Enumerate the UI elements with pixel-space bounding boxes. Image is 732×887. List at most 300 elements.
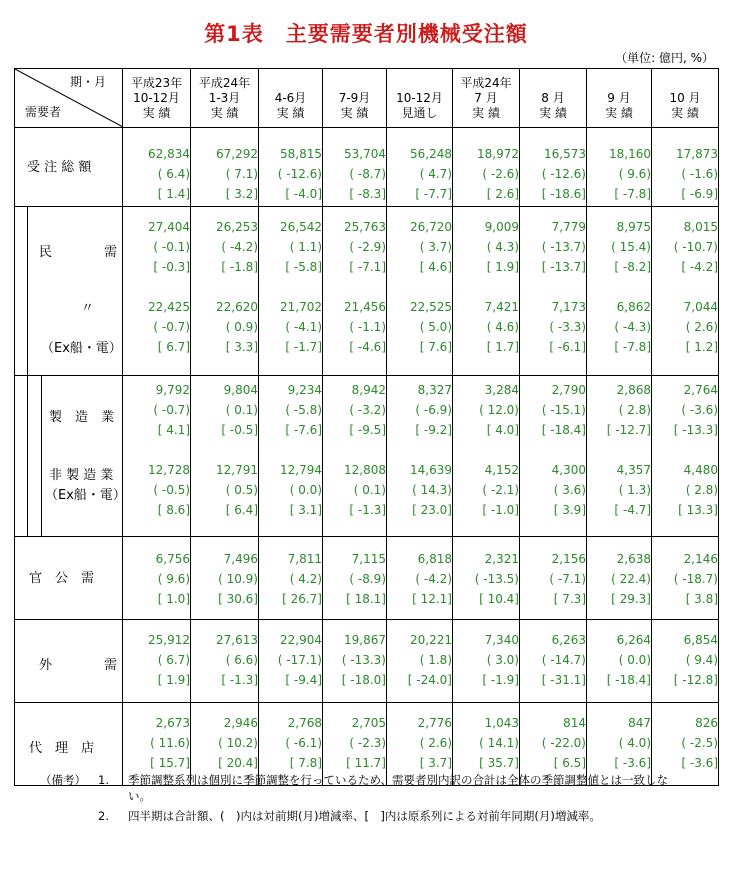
table-row xyxy=(15,537,719,620)
amount-value: 7,173 xyxy=(551,300,586,314)
change-rate-value: ( -13.7) xyxy=(541,240,586,254)
amount-value: 22,525 xyxy=(410,300,452,314)
row-sublabel: （Ex船・電） xyxy=(41,341,122,356)
amount-value: 814 xyxy=(563,716,586,730)
value-cell xyxy=(323,207,387,292)
yoy-rate-value: [ 15.7] xyxy=(150,756,190,770)
row-label-cell xyxy=(15,456,126,537)
change-rate-value: ( -6.1) xyxy=(285,736,322,750)
yoy-rate-value: [ -8.2] xyxy=(614,260,651,274)
change-rate-value: ( -8.9) xyxy=(349,572,386,586)
row-label: 製 造 業 xyxy=(49,410,115,425)
yoy-rate-value: [ -0.5] xyxy=(221,423,258,437)
yoy-rate-value: [ -4.7] xyxy=(614,503,651,517)
change-rate-value: ( 3.6) xyxy=(553,483,586,497)
change-rate-value: ( 9.4) xyxy=(685,653,718,667)
value-cell xyxy=(652,620,719,703)
change-rate-value: ( -18.7) xyxy=(673,572,718,586)
yoy-rate-value: [ 3.3] xyxy=(225,340,258,354)
col-header: 4-6月 実 績 xyxy=(259,69,323,128)
col-header: 9 月 実 績 xyxy=(587,69,652,128)
value-cell xyxy=(259,620,323,703)
change-rate-value: ( -15.1) xyxy=(541,403,586,417)
yoy-rate-value: [ -4.6] xyxy=(349,340,386,354)
change-rate-value: ( 2.8) xyxy=(618,403,651,417)
value-cell xyxy=(259,207,323,292)
yoy-rate-value: [ -1.0] xyxy=(482,503,519,517)
yoy-rate-value: [ 1.0] xyxy=(157,592,190,606)
corner-cell xyxy=(15,69,123,128)
change-rate-value: ( -2.3) xyxy=(349,736,386,750)
amount-value: 2,638 xyxy=(616,552,651,566)
yoy-rate-value: [ -31.1] xyxy=(541,673,586,687)
yoy-rate-value: [ -13.3] xyxy=(673,423,718,437)
change-rate-value: ( -17.1) xyxy=(277,653,322,667)
amount-value: 19,867 xyxy=(344,633,386,647)
change-rate-value: ( -0.7) xyxy=(153,403,190,417)
amount-value: 4,357 xyxy=(616,463,651,477)
value-cell xyxy=(259,376,323,457)
change-rate-value: ( 9.6) xyxy=(618,167,651,181)
amount-value: 22,904 xyxy=(280,633,322,647)
yoy-rate-value: [ -1.3] xyxy=(221,673,258,687)
amount-value: 8,975 xyxy=(616,220,651,234)
change-rate-value: ( 1.3) xyxy=(618,483,651,497)
change-rate-value: ( -0.1) xyxy=(153,240,190,254)
yoy-rate-value: [ -13.7] xyxy=(541,260,586,274)
value-cell xyxy=(652,456,719,537)
corner-period-label: 期・月 xyxy=(69,75,106,89)
yoy-rate-value: [ -5.8] xyxy=(285,260,322,274)
yoy-rate-value: [ 26.7] xyxy=(282,592,322,606)
value-cell xyxy=(652,376,719,457)
change-rate-value: ( -0.5) xyxy=(153,483,190,497)
value-cell xyxy=(259,537,323,620)
amount-value: 26,253 xyxy=(216,220,258,234)
value-cell xyxy=(191,207,259,292)
change-rate-value: ( -1.6) xyxy=(681,167,718,181)
change-rate-value: ( -1.1) xyxy=(349,320,386,334)
value-cell xyxy=(453,207,520,292)
yoy-rate-value: [ 8.6] xyxy=(157,503,190,517)
amount-value: 1,043 xyxy=(484,716,519,730)
yoy-rate-value: [ -18.4] xyxy=(606,673,651,687)
amount-value: 8,327 xyxy=(417,383,452,397)
change-rate-value: ( -14.7) xyxy=(541,653,586,667)
indent-line xyxy=(27,375,28,457)
yoy-rate-value: [ 1.7] xyxy=(486,340,519,354)
row-label: 非 製 造 業 xyxy=(49,468,114,483)
amount-value: 2,673 xyxy=(155,716,190,730)
value-cell xyxy=(323,128,387,207)
amount-value: 8,942 xyxy=(351,383,386,397)
change-rate-value: ( 2.8) xyxy=(685,483,718,497)
change-rate-value: ( -2.1) xyxy=(482,483,519,497)
change-rate-value: ( 4.7) xyxy=(419,167,452,181)
value-cell xyxy=(191,456,259,537)
indent-line xyxy=(27,290,28,376)
yoy-rate-value: [ -4.0] xyxy=(285,187,322,201)
amount-value: 6,818 xyxy=(417,552,452,566)
change-rate-value: ( -4.3) xyxy=(614,320,651,334)
change-rate-value: ( -8.7) xyxy=(349,167,386,181)
change-rate-value: ( -4.2) xyxy=(415,572,452,586)
yoy-rate-value: [ 7.6] xyxy=(419,340,452,354)
amount-value: 2,790 xyxy=(551,383,586,397)
change-rate-value: ( -6.9) xyxy=(415,403,452,417)
row-label-cell xyxy=(15,376,123,457)
value-cell xyxy=(587,456,652,537)
yoy-rate-value: [ 6.4] xyxy=(225,503,258,517)
change-rate-value: ( -2.6) xyxy=(482,167,519,181)
table-row xyxy=(15,128,719,207)
note-1-text: 季節調整系列は個別に季節調整を行っているため、需要者別内訳の合計は全体の季節調整値とは一致しない。 xyxy=(128,773,669,803)
value-cell xyxy=(387,291,453,376)
change-rate-value: ( -12.6) xyxy=(277,167,322,181)
amount-value: 26,542 xyxy=(280,220,322,234)
amount-value: 847 xyxy=(628,716,651,730)
yoy-rate-value: [ -1.9] xyxy=(482,673,519,687)
amount-value: 18,160 xyxy=(609,147,651,161)
change-rate-value: ( -13.3) xyxy=(341,653,386,667)
yoy-rate-value: [ -8.3] xyxy=(349,187,386,201)
yoy-rate-value: [ -6.9] xyxy=(681,187,718,201)
amount-value: 56,248 xyxy=(410,147,452,161)
change-rate-value: ( 4.6) xyxy=(486,320,519,334)
col-header: 平成23年 10-12月 実 績 xyxy=(123,69,191,128)
yoy-rate-value: [ -7.1] xyxy=(349,260,386,274)
change-rate-value: ( 0.1) xyxy=(225,403,258,417)
change-rate-value: ( 3.0) xyxy=(486,653,519,667)
change-rate-value: ( 9.6) xyxy=(157,572,190,586)
col-header: 平成24年 7 月 実 績 xyxy=(453,69,520,128)
table-row xyxy=(15,620,719,703)
amount-value: 8,015 xyxy=(683,220,718,234)
amount-value: 67,292 xyxy=(216,147,258,161)
note-2-number: 2. xyxy=(98,809,109,823)
row-label: 外 需 xyxy=(39,658,118,673)
unit-label: （単位: 億円, %） xyxy=(615,51,714,65)
value-cell xyxy=(259,128,323,207)
yoy-rate-value: [ -7.8] xyxy=(614,340,651,354)
yoy-rate-value: [ 20.4] xyxy=(218,756,258,770)
amount-value: 17,873 xyxy=(676,147,718,161)
yoy-rate-value: [ 35.7] xyxy=(479,756,519,770)
value-cell xyxy=(520,128,587,207)
value-cell xyxy=(123,620,191,703)
row-label-cell xyxy=(15,620,123,703)
change-rate-value: ( 14.3) xyxy=(412,483,452,497)
table-row xyxy=(15,291,719,376)
amount-value: 826 xyxy=(695,716,718,730)
table-row xyxy=(15,376,719,457)
col-header: 8 月 実 績 xyxy=(520,69,587,128)
amount-value: 2,156 xyxy=(551,552,586,566)
change-rate-value: ( -2.9) xyxy=(349,240,386,254)
row-label-cell xyxy=(15,537,123,620)
value-cell xyxy=(453,620,520,703)
yoy-rate-value: [ -7.8] xyxy=(614,187,651,201)
amount-value: 2,705 xyxy=(351,716,386,730)
amount-value: 2,764 xyxy=(683,383,718,397)
change-rate-value: ( 22.4) xyxy=(611,572,651,586)
yoy-rate-value: [ -12.8] xyxy=(673,673,718,687)
value-cell xyxy=(259,456,323,537)
yoy-rate-value: [ -6.1] xyxy=(549,340,586,354)
value-cell xyxy=(123,376,191,457)
change-rate-value: ( -10.7) xyxy=(673,240,718,254)
change-rate-value: ( 3.7) xyxy=(419,240,452,254)
change-rate-value: ( -13.5) xyxy=(474,572,519,586)
row-label-cell xyxy=(15,291,123,376)
table-row xyxy=(15,456,719,537)
amount-value: 2,946 xyxy=(223,716,258,730)
yoy-rate-value: [ 29.3] xyxy=(611,592,651,606)
value-cell xyxy=(453,537,520,620)
amount-value: 2,776 xyxy=(417,716,452,730)
yoy-rate-value: [ 1.4] xyxy=(157,187,190,201)
value-cell xyxy=(453,128,520,207)
amount-value: 53,704 xyxy=(344,147,386,161)
yoy-rate-value: [ 3.1] xyxy=(289,503,322,517)
change-rate-value: ( 6.7) xyxy=(157,653,190,667)
yoy-rate-value: [ -3.6] xyxy=(681,756,718,770)
amount-value: 6,264 xyxy=(616,633,651,647)
amount-value: 6,862 xyxy=(616,300,651,314)
yoy-rate-value: [ -3.6] xyxy=(614,756,651,770)
yoy-rate-value: [ -1.7] xyxy=(285,340,322,354)
value-cell xyxy=(387,456,453,537)
value-cell xyxy=(323,291,387,376)
yoy-rate-value: [ 1.9] xyxy=(486,260,519,274)
yoy-rate-value: [ -18.0] xyxy=(341,673,386,687)
yoy-rate-value: [ 13.3] xyxy=(678,503,718,517)
value-cell xyxy=(587,291,652,376)
amount-value: 12,728 xyxy=(148,463,190,477)
yoy-rate-value: [ -18.6] xyxy=(541,187,586,201)
amount-value: 6,756 xyxy=(155,552,190,566)
amount-value: 2,868 xyxy=(616,383,651,397)
value-cell xyxy=(652,291,719,376)
amount-value: 12,794 xyxy=(280,463,322,477)
change-rate-value: ( 2.6) xyxy=(685,320,718,334)
change-rate-value: ( 1.8) xyxy=(419,653,452,667)
col-header: 平成24年 1-3月 実 績 xyxy=(191,69,259,128)
table-row xyxy=(15,207,719,292)
value-cell xyxy=(387,376,453,457)
page-title: 第1表 主要需要者別機械受注額 xyxy=(204,22,528,46)
yoy-rate-value: [ -7.6] xyxy=(285,423,322,437)
row-sublabel: （Ex船・電） xyxy=(45,488,126,503)
indent-line xyxy=(41,376,42,457)
indent-line xyxy=(27,455,28,537)
yoy-rate-value: [ 4.0] xyxy=(486,423,519,437)
value-cell xyxy=(191,291,259,376)
value-cell xyxy=(191,128,259,207)
orders-table xyxy=(14,68,719,786)
change-rate-value: ( 10.2) xyxy=(218,736,258,750)
change-rate-value: ( 0.9) xyxy=(225,320,258,334)
amount-value: 27,404 xyxy=(148,220,190,234)
amount-value: 7,779 xyxy=(551,220,586,234)
change-rate-value: ( 1.1) xyxy=(289,240,322,254)
value-cell xyxy=(453,456,520,537)
amount-value: 2,146 xyxy=(683,552,718,566)
change-rate-value: ( 12.0) xyxy=(479,403,519,417)
yoy-rate-value: [ 3.8] xyxy=(685,592,718,606)
yoy-rate-value: [ 3.7] xyxy=(419,756,452,770)
value-cell xyxy=(123,128,191,207)
change-rate-value: ( -3.2) xyxy=(349,403,386,417)
amount-value: 9,804 xyxy=(223,383,258,397)
yoy-rate-value: [ -1.3] xyxy=(349,503,386,517)
col-header: 10-12月 見通し xyxy=(387,69,453,128)
value-cell xyxy=(123,291,191,376)
change-rate-value: ( 14.1) xyxy=(479,736,519,750)
value-cell xyxy=(191,620,259,703)
row-label: 〃 xyxy=(81,301,95,316)
change-rate-value: ( -0.7) xyxy=(153,320,190,334)
amount-value: 12,791 xyxy=(216,463,258,477)
amount-value: 20,221 xyxy=(410,633,452,647)
value-cell xyxy=(123,207,191,292)
indent-line xyxy=(41,455,42,537)
change-rate-value: ( 7.1) xyxy=(225,167,258,181)
row-label: 代 理 店 xyxy=(29,741,95,756)
col-header: 10 月 実 績 xyxy=(652,69,719,128)
yoy-rate-value: [ -7.7] xyxy=(415,187,452,201)
yoy-rate-value: [ -1.8] xyxy=(221,260,258,274)
change-rate-value: ( -3.3) xyxy=(549,320,586,334)
amount-value: 2,768 xyxy=(287,716,322,730)
value-cell xyxy=(387,128,453,207)
value-cell xyxy=(323,376,387,457)
yoy-rate-value: [ -0.3] xyxy=(153,260,190,274)
value-cell xyxy=(587,207,652,292)
amount-value: 6,854 xyxy=(683,633,718,647)
amount-value: 7,421 xyxy=(484,300,519,314)
change-rate-value: ( 6.6) xyxy=(225,653,258,667)
yoy-rate-value: [ -4.2] xyxy=(681,260,718,274)
value-cell xyxy=(587,376,652,457)
value-cell xyxy=(323,537,387,620)
value-cell xyxy=(587,620,652,703)
change-rate-value: ( -4.2) xyxy=(221,240,258,254)
indent-line xyxy=(27,207,28,292)
change-rate-value: ( 4.2) xyxy=(289,572,322,586)
amount-value: 62,834 xyxy=(148,147,190,161)
change-rate-value: ( -22.0) xyxy=(541,736,586,750)
amount-value: 2,321 xyxy=(484,552,519,566)
amount-value: 21,702 xyxy=(280,300,322,314)
yoy-rate-value: [ 4.1] xyxy=(157,423,190,437)
value-cell xyxy=(191,376,259,457)
yoy-rate-value: [ 3.9] xyxy=(553,503,586,517)
value-cell xyxy=(387,537,453,620)
yoy-rate-value: [ 4.6] xyxy=(419,260,452,274)
change-rate-value: ( -5.8) xyxy=(285,403,322,417)
yoy-rate-value: [ -9.5] xyxy=(349,423,386,437)
amount-value: 4,152 xyxy=(484,463,519,477)
amount-value: 27,613 xyxy=(216,633,258,647)
amount-value: 7,340 xyxy=(484,633,519,647)
value-cell xyxy=(323,620,387,703)
yoy-rate-value: [ 7.8] xyxy=(289,756,322,770)
yoy-rate-value: [ -18.4] xyxy=(541,423,586,437)
value-cell xyxy=(323,456,387,537)
amount-value: 6,263 xyxy=(551,633,586,647)
value-cell xyxy=(453,376,520,457)
value-cell xyxy=(520,456,587,537)
change-rate-value: ( 10.9) xyxy=(218,572,258,586)
note-2-text: 四半期は合計額、( )内は対前期(月)増減率、[ ]内は原系列による対前年同期(月)増減率。 xyxy=(128,809,601,823)
value-cell xyxy=(587,128,652,207)
row-label-cell xyxy=(15,207,123,292)
value-cell xyxy=(520,537,587,620)
yoy-rate-value: [ 11.7] xyxy=(346,756,386,770)
change-rate-value: ( -3.6) xyxy=(681,403,718,417)
change-rate-value: ( -7.1) xyxy=(549,572,586,586)
change-rate-value: ( -12.6) xyxy=(541,167,586,181)
amount-value: 22,425 xyxy=(148,300,190,314)
header-row xyxy=(15,69,719,128)
value-cell xyxy=(520,376,587,457)
amount-value: 58,815 xyxy=(280,147,322,161)
yoy-rate-value: [ 18.1] xyxy=(346,592,386,606)
amount-value: 25,763 xyxy=(344,220,386,234)
corner-demand-label: 需要者 xyxy=(25,105,62,119)
change-rate-value: ( 11.6) xyxy=(150,736,190,750)
yoy-rate-value: [ -9.2] xyxy=(415,423,452,437)
change-rate-value: ( -2.5) xyxy=(681,736,718,750)
amount-value: 7,115 xyxy=(351,552,386,566)
change-rate-value: ( 0.0) xyxy=(618,653,651,667)
change-rate-value: ( 4.3) xyxy=(486,240,519,254)
change-rate-value: ( -4.1) xyxy=(285,320,322,334)
notes xyxy=(40,772,688,824)
note-1-number: 1. xyxy=(98,773,109,787)
row-label: 官 公 需 xyxy=(29,571,95,586)
yoy-rate-value: [ 7.3] xyxy=(553,592,586,606)
value-cell xyxy=(520,620,587,703)
amount-value: 7,044 xyxy=(683,300,718,314)
value-cell xyxy=(652,207,719,292)
value-cell xyxy=(520,291,587,376)
yoy-rate-value: [ 6.5] xyxy=(553,756,586,770)
row-label-cell xyxy=(15,128,123,207)
change-rate-value: ( 2.6) xyxy=(419,736,452,750)
value-cell xyxy=(652,537,719,620)
change-rate-value: ( 6.4) xyxy=(157,167,190,181)
amount-value: 21,456 xyxy=(344,300,386,314)
amount-value: 4,300 xyxy=(551,463,586,477)
value-cell xyxy=(520,207,587,292)
amount-value: 26,720 xyxy=(410,220,452,234)
yoy-rate-value: [ -12.7] xyxy=(606,423,651,437)
yoy-rate-value: [ 2.6] xyxy=(486,187,519,201)
yoy-rate-value: [ 3.2] xyxy=(225,187,258,201)
amount-value: 18,972 xyxy=(477,147,519,161)
amount-value: 9,234 xyxy=(287,383,322,397)
notes-head: （備考） xyxy=(40,773,86,787)
yoy-rate-value: [ -24.0] xyxy=(407,673,452,687)
amount-value: 9,792 xyxy=(155,383,190,397)
yoy-rate-value: [ 1.9] xyxy=(157,673,190,687)
change-rate-value: ( 4.0) xyxy=(618,736,651,750)
amount-value: 9,009 xyxy=(484,220,519,234)
value-cell xyxy=(191,537,259,620)
value-cell xyxy=(387,207,453,292)
